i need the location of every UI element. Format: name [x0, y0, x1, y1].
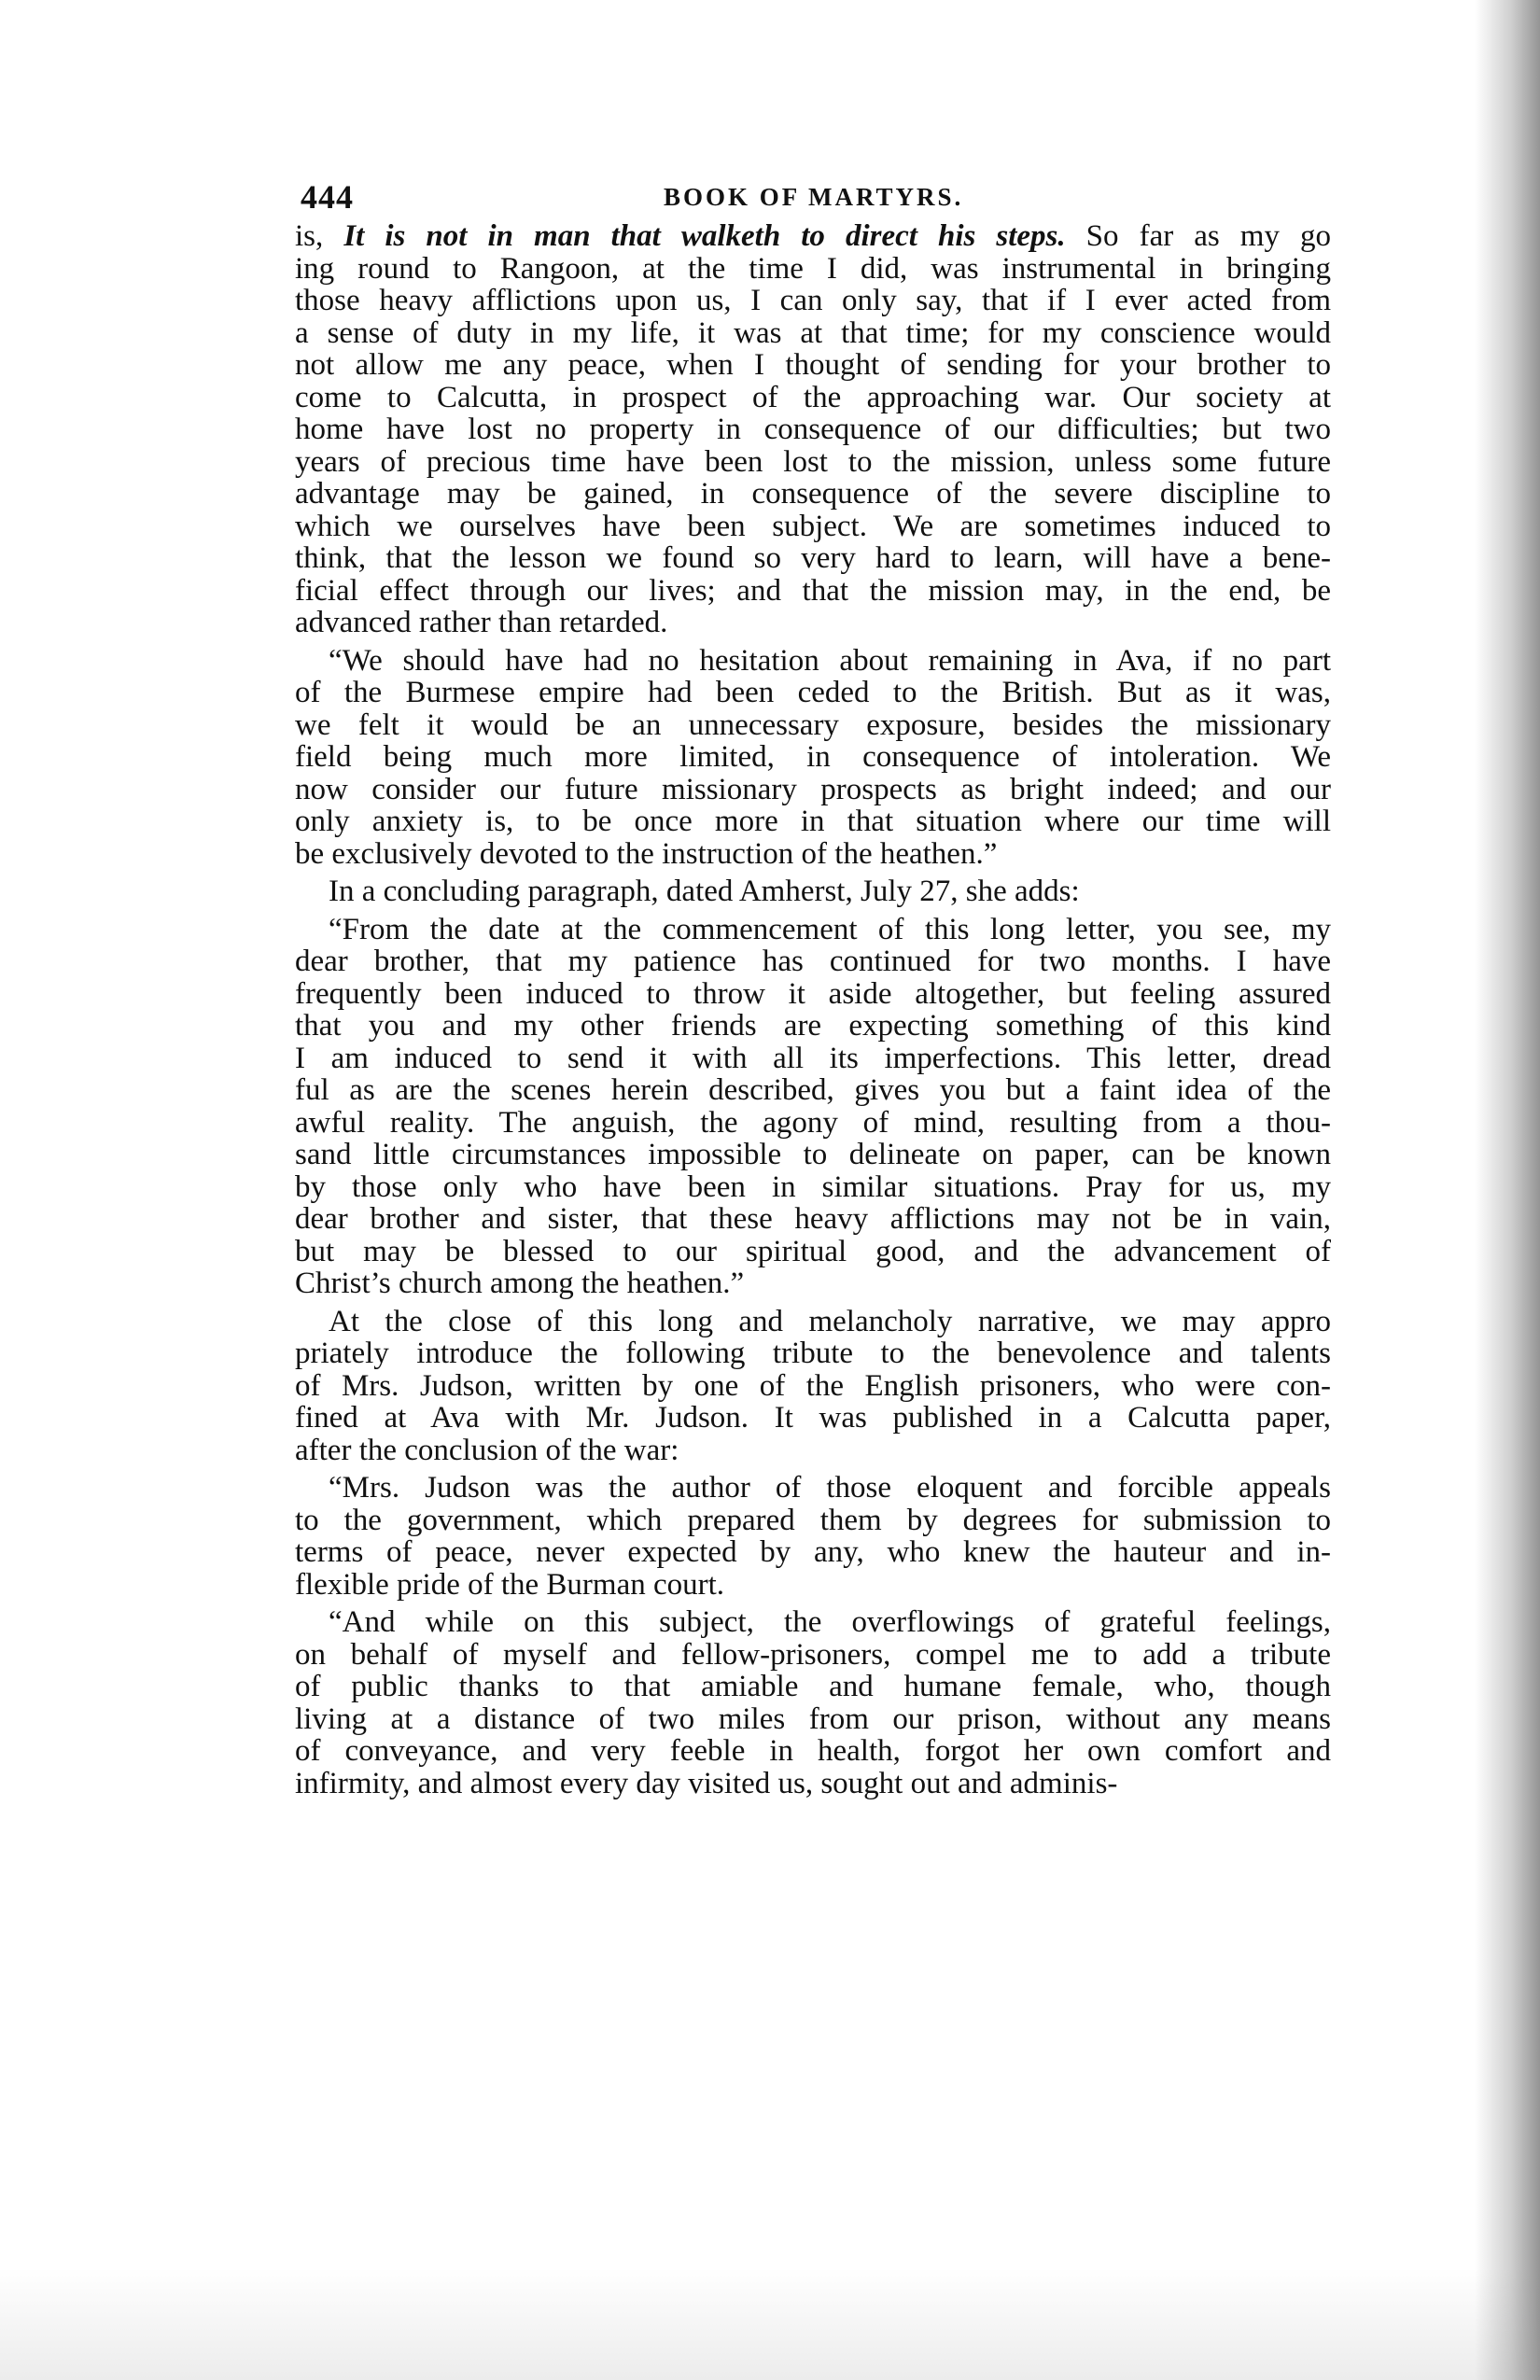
text-line: come to Calcutta, in prospect of the approaching war. Our society at: [295, 380, 1331, 414]
text-line: those heavy afflictions upon us, I can only say, that if I ever acted from: [295, 284, 1331, 317]
text-line: be exclusively devoted to the instruction of the heathen.”: [295, 836, 998, 871]
scan-bottom-shadow: [0, 2268, 1540, 2380]
text-line: dear brother, that my patience has continued for two months. I have: [295, 945, 1331, 978]
scan-edge-shadow: [1475, 0, 1540, 2380]
text-line: sand little circumstances impossible to delineate on paper, can be known: [295, 1138, 1331, 1171]
paragraph: [295, 1606, 1331, 1799]
text-line: ful as are the scenes herein described, gives you but a faint idea of the: [295, 1073, 1331, 1107]
text-line: that you and my other friends are expecting something of this kind: [295, 1009, 1331, 1043]
text-line: by those only who have been in similar situations. Pray for us, my: [295, 1169, 1331, 1204]
paragraph: [295, 220, 1331, 639]
text-line: “We should have had no hesitation about remaining in Ava, if no part: [329, 643, 1331, 678]
text-line: of public thanks to that amiable and humane female, who, though: [295, 1670, 1331, 1703]
text-line: we felt it would be an unnecessary exposure, besides the missionary: [295, 707, 1331, 742]
text-line: a sense of duty in my life, it was at that time; for my conscience would: [295, 315, 1331, 350]
text-line: At the close of this long and melancholy narrative, we may appro: [329, 1304, 1331, 1338]
text-line: not allow me any peace, when I thought of sending for your brother to: [295, 348, 1331, 382]
text-line: frequently been induced to throw it aside altogether, but feeling assured: [295, 976, 1331, 1011]
paragraph: [295, 1472, 1331, 1601]
text-line: advanced rather than retarded.: [295, 606, 668, 639]
book-title: BOOK OF MARTYRS.: [664, 183, 964, 211]
text-line: In a concluding paragraph, dated Amherst, July 27, she adds:: [329, 875, 1080, 908]
paragraph: [295, 914, 1331, 1300]
text-line: field being much more limited, in consequence of intoleration. We: [295, 740, 1331, 774]
text-line: “Mrs. Judson was the author of those eloquent and forcible appeals: [329, 1471, 1331, 1505]
text-line: of conveyance, and very feeble in health, forgot her own comfort and: [295, 1734, 1331, 1768]
text-line: flexible pride of the Burman court.: [295, 1567, 725, 1602]
text-line: only anxiety is, to be once more in that situation where our time will: [295, 805, 1331, 838]
text-line: years of precious time have been lost to the mission, unless some future: [295, 444, 1331, 479]
text-line: dear brother and sister, that these heavy afflictions may not be in vain,: [295, 1202, 1331, 1236]
running-head: [295, 177, 1331, 215]
text-line: advantage may be gained, in consequence of the severe discipline to: [295, 477, 1331, 511]
text-line: ficial effect through our lives; and that the mission may, in the end, be: [295, 573, 1331, 608]
text-line: awful reality. The anguish, the agony of mind, resulting from a thou-: [295, 1105, 1331, 1140]
book-page: [295, 177, 1331, 1799]
text-line: living at a distance of two miles from our prison, without any means: [295, 1701, 1331, 1736]
text-line: home have lost no property in consequence of our difficulties; but two: [295, 413, 1331, 446]
text-line: Christ’s church among the heathen.”: [295, 1267, 745, 1300]
body-text: [295, 220, 1331, 1799]
paragraph: [295, 1306, 1331, 1467]
text-line: terms of peace, never expected by any, who knew the hauteur and in-: [295, 1535, 1331, 1569]
page-number: 444: [301, 178, 354, 216]
italic-quote: It is not in man that walketh to direct his steps.: [343, 219, 1066, 253]
text-line: is, It is not in man that walketh to direct his steps. So far as my go: [295, 219, 1331, 253]
text-line: “From the date at the commencement of this long letter, you see, my: [329, 912, 1331, 946]
text-line: infirmity, and almost every day visited us, sought out and adminis-: [295, 1766, 1118, 1800]
text-line: I am induced to send it with all its imperfections. This letter, dread: [295, 1041, 1331, 1075]
text-line: priately introduce the following tribute to the benevolence and talents: [295, 1337, 1331, 1370]
text-line: think, that the lesson we found so very hard to learn, will have a bene-: [295, 541, 1331, 575]
text-line: “And while on this subject, the overflowings of grateful feelings,: [329, 1605, 1331, 1639]
paragraph: [295, 875, 1331, 908]
text-line: of Mrs. Judson, written by one of the English prisoners, who were con-: [295, 1368, 1331, 1403]
text-line: of the Burmese empire had been ceded to the British. But as it was,: [295, 676, 1331, 709]
text-line: to the government, which prepared them by degrees for submission to: [295, 1503, 1331, 1537]
text-line: but may be blessed to our spiritual good, and the advancement of: [295, 1234, 1331, 1268]
text-line: fined at Ava with Mr. Judson. It was published in a Calcutta paper,: [295, 1401, 1331, 1435]
text-line: after the conclusion of the war:: [295, 1433, 679, 1467]
text-line: on behalf of myself and fellow-prisoners, compel me to add a tribute: [295, 1637, 1331, 1672]
text-line: which we ourselves have been subject. We are sometimes induced to: [295, 509, 1331, 543]
paragraph: [295, 645, 1331, 871]
text-line: now consider our future missionary prospects as bright indeed; and our: [295, 772, 1331, 806]
text-line: ing round to Rangoon, at the time I did, was instrumental in bringing: [295, 251, 1331, 286]
